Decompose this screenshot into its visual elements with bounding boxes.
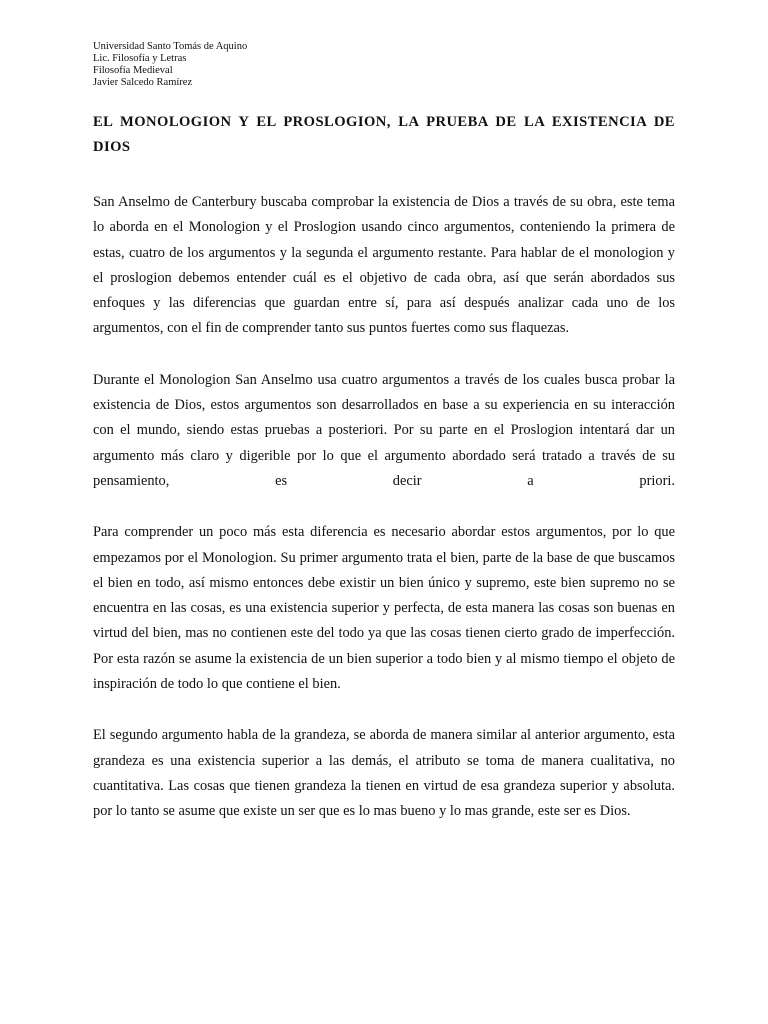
header-author: Javier Salcedo Ramírez [93,77,193,88]
header-university: Universidad Santo Tomás de Aquino [93,41,248,52]
header-course: Filosofía Medieval [93,65,173,76]
paragraph-3: Para comprender un poco más esta diferencia es necesario abordar estos argumentos, por lo que empezamos por el Monologion. Su primer argumento trata el bien, parte de la base de que buscamos el bien en todo, así mismo entonces debe existir un bien único y supremo, este bien supremo no se encuentra en las cosas, es una existencia superior y perfecta, de esta manera las cosas son buenas en virtud del bien, mas no contienen este del todo ya que las cosas tienen cierto grado de imperfección. Por esta razón se asume la existencia de un bien superior a todo bien y al mismo tiempo el objeto de inspiración de todo lo que contiene el bien. [93,524,675,693]
paragraph-4: El segundo argumento habla de la grandeza, se aborda de manera similar al anterior argumento, esta grandeza es una existencia superior a las demás, el atributo se toma de manera cualitativa, no cuantitativa. Las cosas que tienen grandeza la tienen en virtud de esa grandeza superior y absoluta. por lo tanto se asume que existe un ser que es lo mas bueno y lo mas grande, este ser es Dios. [93,727,675,820]
document-page [93,41,675,825]
paragraph-1: San Anselmo de Canterbury buscaba comprobar la existencia de Dios a través de su obra, este tema lo aborda en el Monologion y el Proslogion usando cinco argumentos, conteniendo la primera de estas, cuatro de los argumentos y la segunda el argumento restante. Para hablar de el monologion y el proslogion debemos entender cuál es el objetivo de cada obra, así que serán abordados sus enfoques y las diferencias que guardan entre sí, para así después analizar cada uno de los argumentos, con el fin de comprender tanto sus puntos fuertes como sus flaquezas. [93,194,675,337]
paragraph-2: Durante el Monologion San Anselmo usa cuatro argumentos a través de los cuales busca probar la existencia de Dios, estos argumentos son desarrollados en base a su experiencia en su interacción con el mundo, siendo estas pruebas a posteriori. Por su parte en el Proslogion intentará dar un argumento más claro y digerible por lo que el argumento abordado será tratado a través de su pensamiento, es decir a priori. [93,371,675,489]
document-title: EL MONOLOGION Y EL PROSLOGION, LA PRUEBA DE LA EXISTENCIA DE DIOS [93,114,675,155]
header-program: Lic. Filosofía y Letras [93,53,187,64]
document-header [93,41,675,89]
